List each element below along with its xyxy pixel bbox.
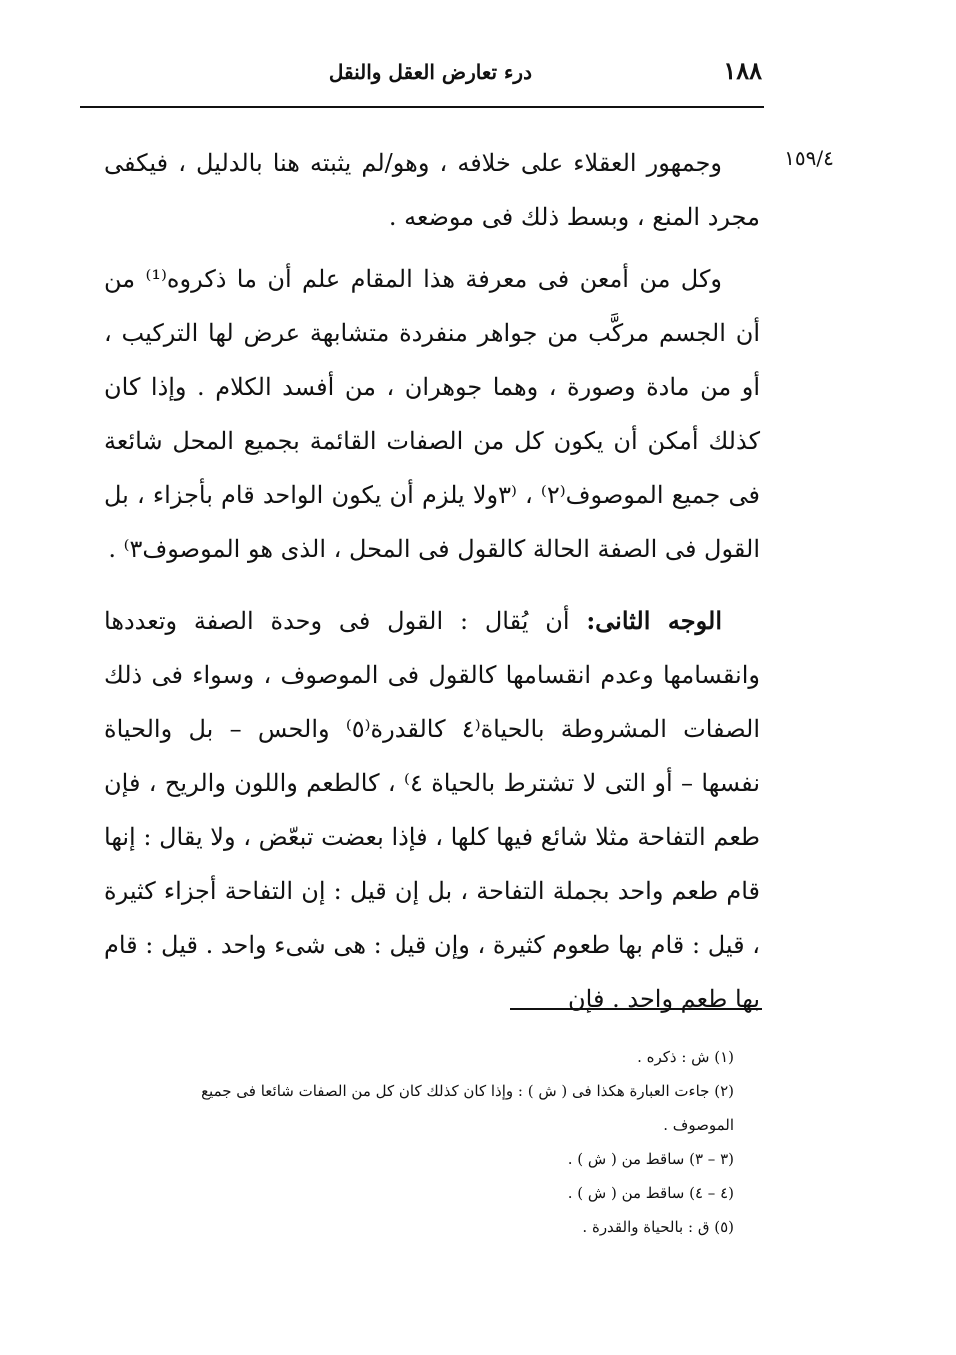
paragraph-2-text: وكل من أمعن فى معرفة هذا المقام علم أن ما ذكروه⁽¹⁾ من أن الجسم مركَّب من جواهر منفردة متشابهة عرض لها التركيب ، أو من مادة وصورة ، وهما جوهران ، من أفسد الكلام . وإذا كان كذلك أمكن أن يكون كل من الصفات القائمة بجميع المحل شائعة فى جميع الموصوف⁽٢⁾ ، ⁽٣ولا يلزم أن يكون الواحد قام بأجزاء ، بل القول فى الصفة الحالة كالقول فى المحل ، الذى هو الموصوف٣⁾ .: [104, 265, 760, 563]
paragraph-3: [104, 594, 760, 1026]
header-rule: [80, 106, 764, 108]
paragraph-3-body: أن يُقال : القول فى وحدة الصفة وتعددها وانقسامها وعدم انقسامها كالقول فى الموصوف ، وسواء فى ذلك الصفات المشروطة بالحياة⁽٤ كالقدرة⁽٥⁾ والحس – بل والحياة نفسها – أو التى لا تشترط بالحياة ٤⁾ ، كالطعم واللون والريح ، فإن طعم التفاحة مثلا شائع فيها كلها ، فإذا بعضت تبعّض ، ولا يقال : إنها قام طعم واحد بجملة التفاحة ، بل إن قيل : إن التفاحة أجزاء كثيرة ، قيل : قام بها طعوم كثيرة ، وإن قيل : هى شىء واحد . قيل : قام بها طعم واحد . فإن: [104, 607, 761, 1013]
paragraph-2: [104, 252, 760, 576]
paragraph-1: [104, 136, 760, 244]
page-number: ١٨٨: [723, 56, 762, 85]
paragraph-1-text: وجمهور العقلاء على خلافه ، وهو/لم يثبته هنا بالدليل ، فيكفى مجرد المنع ، وبسط ذلك فى موضعه .: [104, 149, 760, 231]
footnote-3: (٣ – ٣) ساقط من ( ش ) .: [567, 1150, 734, 1168]
footnote-2-continued: الموصوف .: [663, 1116, 734, 1134]
footnote-1: (١) ش : ذكره .: [637, 1048, 734, 1066]
footnote-2: (٢) جاءت العبارة هكذا فى ( ش ) : وإذا كان كذلك كان كل من الصفات شائعا فى جميع: [201, 1082, 734, 1100]
footnote-rule: [510, 1008, 762, 1010]
page-header: [80, 56, 762, 92]
section-heading: الوجه الثانى:: [586, 606, 723, 635]
footnotes: [134, 1040, 734, 1244]
paragraph-3-text: [104, 594, 760, 1026]
footnote-5: (٥) ق : بالحياة والقدرة .: [582, 1218, 734, 1236]
running-title: درء تعارض العقل والنقل: [328, 60, 532, 84]
footnote-4: (٤ – ٤) ساقط من ( ش ) .: [567, 1184, 734, 1202]
margin-reference: ١٥٩/٤: [784, 146, 834, 170]
